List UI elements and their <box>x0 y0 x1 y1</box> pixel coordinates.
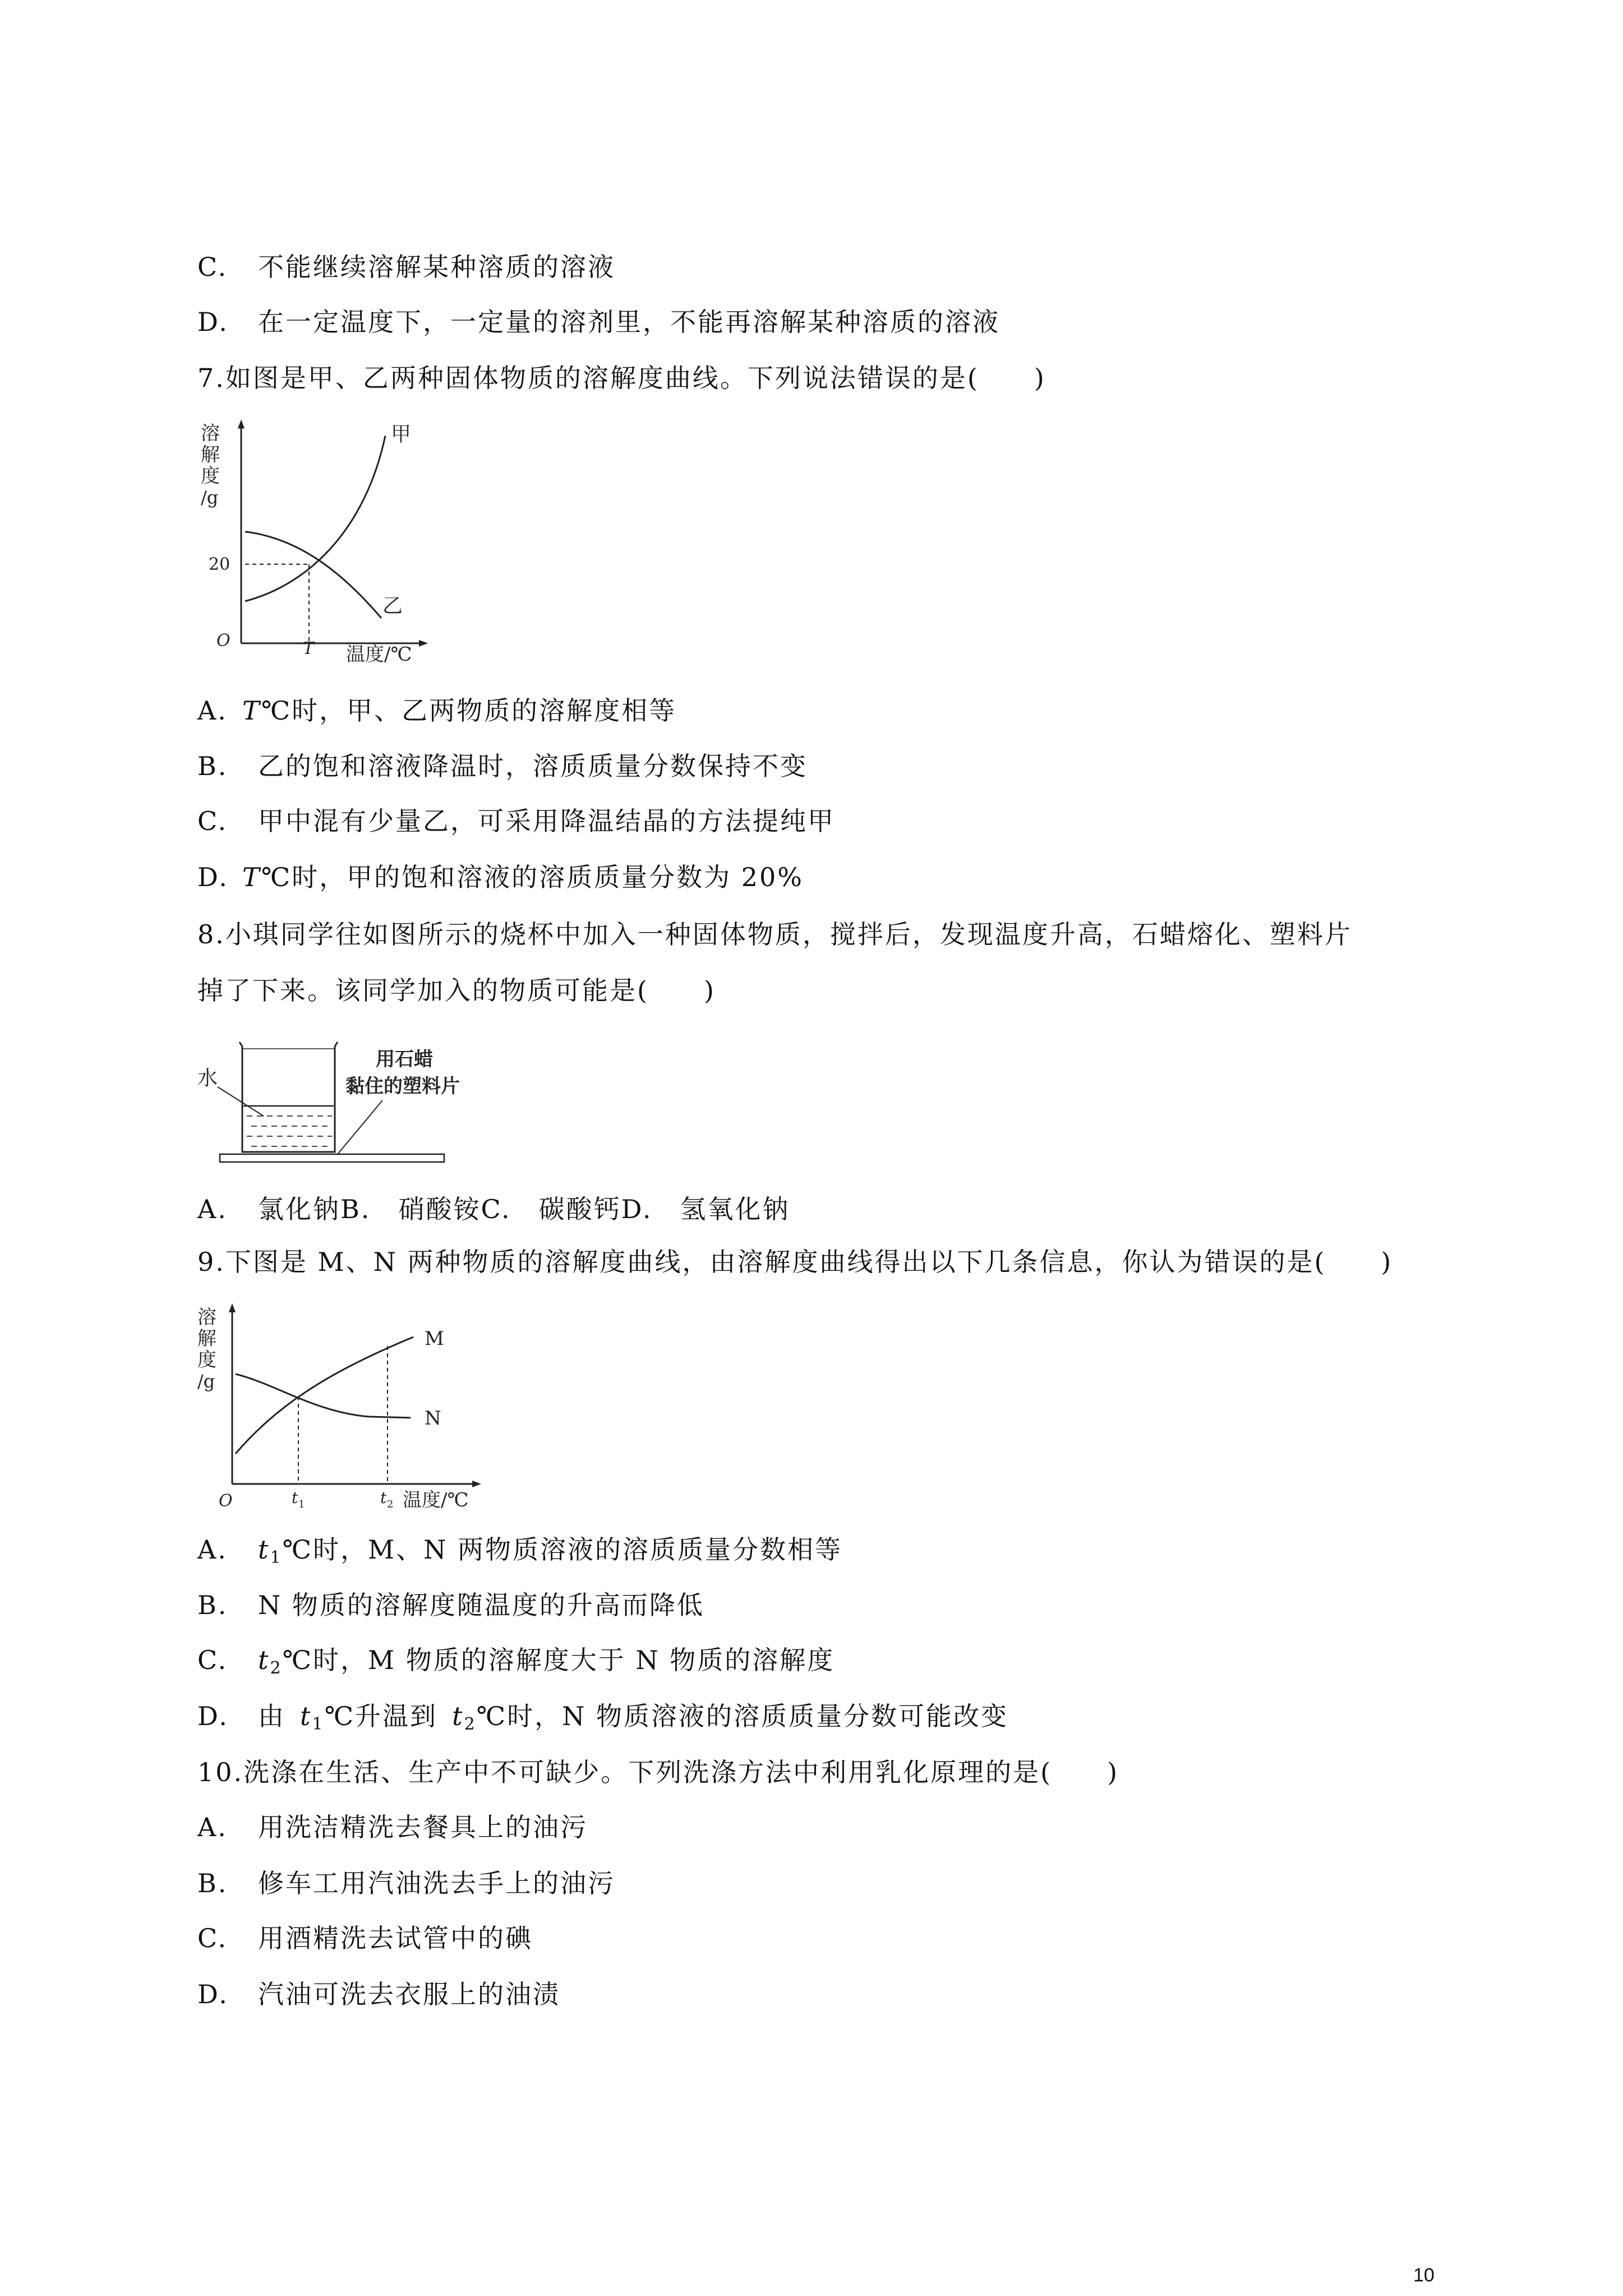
q9-y-axis-arrow <box>229 1303 236 1312</box>
q10-option-b: B. 修车工用汽油洗去手上的油污 <box>197 1868 615 1898</box>
q7-x-axis-arrow <box>419 640 428 647</box>
q7-solubility-chart <box>197 416 444 674</box>
q7-y-tick-20: 20 <box>209 555 230 574</box>
q8-water-pointer <box>218 1087 264 1116</box>
q7-curve-label-yi: 乙 <box>382 594 403 617</box>
q9-y-label-3: 度 <box>197 1349 216 1371</box>
q10-option-c: C. 用酒精洗去试管中的碘 <box>197 1923 533 1953</box>
q6-option-c: C. 不能继续溶解某种溶质的溶液 <box>197 252 615 282</box>
q9-curve-label-m: M <box>425 1327 444 1350</box>
q9-solubility-chart <box>197 1300 489 1513</box>
q9-curve-label-n: N <box>425 1407 441 1430</box>
q8-plastic-plate <box>220 1154 444 1162</box>
q8-note-pointer <box>338 1100 382 1154</box>
q9-x-tick-t2-sub: 2 <box>387 1499 394 1510</box>
q7-curve-yi <box>245 532 381 618</box>
q8-water-hatch <box>247 1116 332 1146</box>
q9-option-a: A. $t_1℃$时，M、N 两物质溶液的溶质质量分数相等 <box>197 1534 843 1567</box>
q8-beaker-figure <box>197 1032 489 1172</box>
q10-option-d: D. 汽油可洗去衣服上的油渍 <box>197 1979 560 2009</box>
q8-stem-line-1: 8.小琪同学往如图所示的烧杯中加入一种固体物质，搅拌后，发现温度升高，石蜡熔化、塑料片 <box>197 919 1352 949</box>
q7-origin: O <box>216 631 230 651</box>
q7-y-axis-arrow <box>238 419 245 428</box>
q8-note-line-1: 用石蜡 <box>376 1048 433 1071</box>
q7-option-d: D. T℃时，甲的饱和溶液的溶质质量分数为 20% <box>197 862 804 892</box>
q9-option-b: B. N 物质的溶解度随温度的升高而降低 <box>197 1590 704 1620</box>
q7-x-axis-label: 温度/℃ <box>346 643 412 666</box>
q7-curve-jia <box>245 436 385 601</box>
q10-stem: 10.洗涤在生活、生产中不可缺少。下列洗涤方法中利用乳化原理的是( ) <box>197 1757 1119 1787</box>
q9-y-label-1: 溶 <box>197 1306 216 1329</box>
q9-x-tick-t1-sub: 1 <box>298 1499 305 1510</box>
q8-note-line-2: 黏住的塑料片 <box>345 1075 460 1098</box>
q9-curve-m <box>236 1337 413 1454</box>
q9-origin: O <box>219 1491 233 1511</box>
q9-option-d: D. 由 $t_1℃$升温到 $t_2℃$时，N 物质溶液的溶质质量分数可能改变 <box>197 1701 1008 1734</box>
q7-y-label-1: 溶 <box>201 422 220 445</box>
q7-stem: 7.如图是甲、乙两种固体物质的溶解度曲线。下列说法错误的是( ) <box>197 363 1046 393</box>
q9-y-label-4: /g <box>197 1371 215 1392</box>
q6-option-d: D. 在一定温度下，一定量的溶剂里，不能再溶解某种溶质的溶液 <box>197 307 1000 337</box>
q9-x-tick-t1: t <box>292 1488 298 1507</box>
q9-x-tick-t2: t <box>380 1488 387 1507</box>
q9-option-c: C. $t_2℃$时，M 物质的溶解度大于 N 物质的溶解度 <box>197 1645 835 1678</box>
q9-x-axis-label: 温度/℃ <box>403 1489 469 1511</box>
q9-y-label-2: 解 <box>197 1327 216 1350</box>
q7-option-a: A. T℃时，甲、乙两物质的溶解度相等 <box>197 695 677 726</box>
q7-option-c: C. 甲中混有少量乙，可采用降温结晶的方法提纯甲 <box>197 806 835 836</box>
q7-y-label-4: /g <box>201 487 219 508</box>
q8-options: A. 氯化钠B. 硝酸铵C. 碳酸钙D. 氢氧化钠 <box>197 1194 790 1224</box>
q7-option-b: B. 乙的饱和溶液降温时，溶质质量分数保持不变 <box>197 751 808 781</box>
q8-water-label: 水 <box>197 1067 218 1090</box>
q7-y-label-3: 度 <box>201 465 220 487</box>
page-number: 10 <box>1413 2265 1435 2286</box>
q8-beaker <box>239 1042 338 1152</box>
q7-curve-label-jia: 甲 <box>391 423 412 446</box>
q7-y-label-2: 解 <box>201 444 220 466</box>
q9-x-axis-arrow <box>472 1481 481 1487</box>
q8-stem-line-2: 掉了下来。该同学加入的物质可能是( ) <box>197 975 716 1006</box>
q10-option-a: A. 用洗洁精洗去餐具上的油污 <box>197 1812 588 1842</box>
q9-stem: 9.下图是 M、N 两种物质的溶解度曲线，由溶解度曲线得出以下几条信息，你认为错误的是( ) <box>197 1247 1393 1277</box>
q7-x-tick-T: T <box>303 639 315 658</box>
